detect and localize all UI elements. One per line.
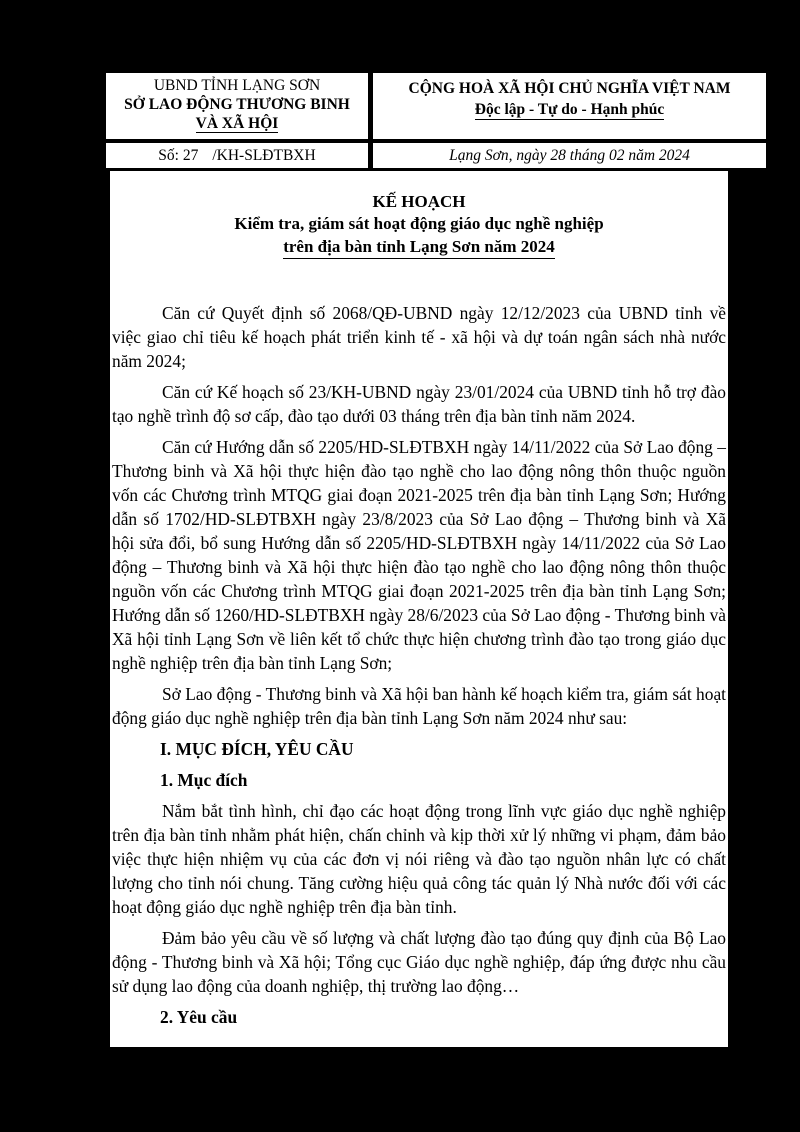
nation-motto: Độc lập - Tự do - Hạnh phúc xyxy=(474,101,665,118)
legal-basis-paragraph: Căn cứ Quyết định số 2068/QĐ-UBND ngày 12/12/2023 của UBND tỉnh về việc giao chỉ tiêu kế hoạch phát triển kinh tế - xã hội và dự toán ngân sách nhà nước năm 2024; xyxy=(112,303,726,371)
document-type-title: KẾ HOẠCH xyxy=(372,192,466,211)
date-line: Lạng Sơn, ngày 28 tháng 02 năm 2024 xyxy=(449,147,690,164)
issuance-statement: Sở Lao động - Thương binh và Xã hội ban hành kế hoạch kiểm tra, giám sát hoạt động giáo dục nghề nghiệp trên địa bàn tỉnh Lạng Sơn năm 2024 như sau: xyxy=(112,684,726,728)
subsection-heading: 1. Mục đích xyxy=(160,770,248,790)
document-subject-line2: trên địa bàn tỉnh Lạng Sơn năm 2024 xyxy=(283,235,555,259)
nation-name: CỘNG HOÀ XÃ HỘI CHỦ NGHĨA VIỆT NAM xyxy=(408,80,731,97)
agency-department: SỞ LAO ĐỘNG THƯƠNG BINH xyxy=(124,96,350,113)
purpose-paragraph: Đảm bảo yêu cầu về số lượng và chất lượng đào tạo đúng quy định của Bộ Lao động - Thương binh và Xã hội; Tổng cục Giáo dục nghề nghiệp, đáp ứng được nhu cầu sử dụng lao động của doanh nghiệp, thị trường lao động… xyxy=(112,928,726,996)
agency-department-cont: VÀ XÃ HỘI xyxy=(195,115,279,132)
document-subject-line1: Kiểm tra, giám sát hoạt động giáo dục nghề nghiệp xyxy=(234,214,604,233)
legal-basis-paragraph: Căn cứ Kế hoạch số 23/KH-UBND ngày 23/01/2024 của UBND tỉnh hỗ trợ đào tạo nghề trình độ sơ cấp, đào tạo dưới 03 tháng trên địa bàn tỉnh năm 2024. xyxy=(112,382,726,426)
document-date xyxy=(373,143,766,168)
subsection-heading: 2. Yêu cầu xyxy=(160,1007,238,1027)
agency-province: UBND TỈNH LẠNG SƠN xyxy=(153,77,321,94)
issuing-agency-header xyxy=(106,73,368,139)
document-number-prefix: Số: 27 xyxy=(158,147,199,164)
document-number-suffix: /KH-SLĐTBXH xyxy=(212,147,316,164)
national-motto-header xyxy=(373,73,766,139)
document-number xyxy=(106,143,368,168)
legal-basis-paragraph: Căn cứ Hướng dẫn số 2205/HD-SLĐTBXH ngày 14/11/2022 của Sở Lao động – Thương binh và Xã hội thực hiện đào tạo nghề cho lao động nông thôn thuộc nguồn vốn các Chương trình MTQG giai đoạn 2021-2025 trên địa bàn tỉnh Lạng Sơn; Hướng dẫn số 1702/HD-SLĐTBXH ngày 23/8/2023 của Sở Lao động – Thương binh và Xã hội sửa đổi, bổ sung Hướng dẫn số 2205/HD-SLĐTBXH ngày 14/11/2022 của Sở Lao động – Thương binh và Xã hội thực hiện đào tạo nghề cho lao động nông thôn thuộc nguồn vốn các Chương trình MTQG giai đoạn 2021-2025 trên địa bàn tỉnh Lạng Sơn; Hướng dẫn số 1260/HD-SLĐTBXH ngày 28/6/2023 của Sở Lao động - Thương binh và Xã hội tỉnh Lạng Sơn về liên kết tổ chức thực hiện chương trình đào tạo trong giáo dục nghề nghiệp trên địa bàn tỉnh Lạng Sơn; xyxy=(112,437,726,673)
section-heading: I. MỤC ĐÍCH, YÊU CẦU xyxy=(160,739,354,759)
document-body xyxy=(110,171,728,1047)
purpose-paragraph: Nắm bắt tình hình, chỉ đạo các hoạt động trong lĩnh vực giáo dục nghề nghiệp trên địa bàn tỉnh nhằm phát hiện, chấn chỉnh và kịp thời xử lý những vi phạm, đảm bảo việc thực hiện nhiệm vụ của các đơn vị nói riêng và đào tạo nguồn nhân lực có chất lượng cho tỉnh nói chung. Tăng cường hiệu quả công tác quản lý Nhà nước đối với các hoạt động giáo dục nghề nghiệp trên địa bàn tỉnh. xyxy=(112,801,726,917)
